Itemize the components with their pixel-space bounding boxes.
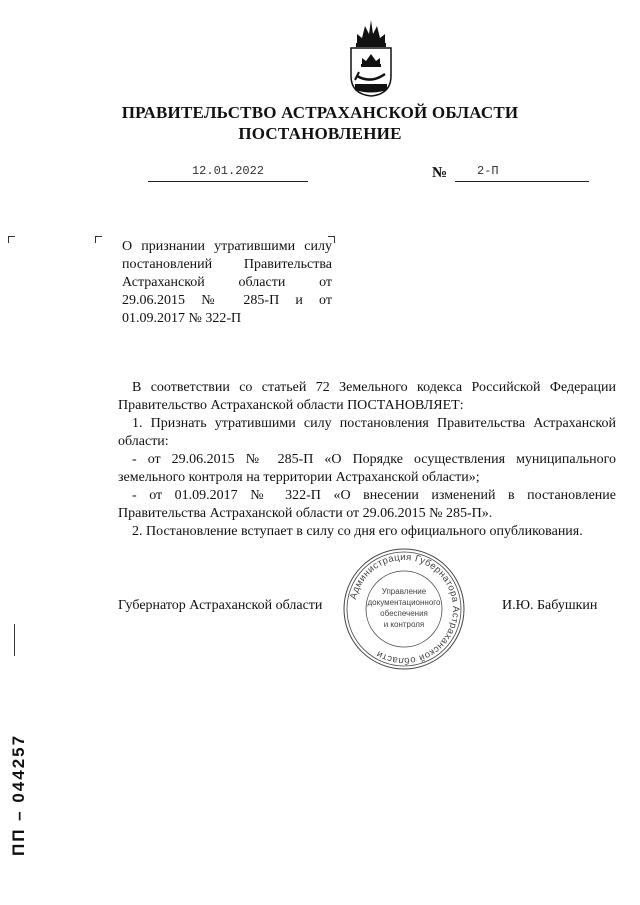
clause-1: 1. Признать утратившими силу постановления Правительства Астраханской области: [118,416,616,449]
date-field [148,164,308,182]
stamp-line: документационного [367,598,441,607]
preamble-paragraph: В соответствии со статьей 72 Земельного кодекса Российской Федерации Правительство Астраханской области ПОСТАНОВЛЯЕТ: [118,380,616,413]
form-serial-number [2,716,32,856]
stamp-line: Управление [381,587,427,596]
serial-number-text: ПП – 044257 [9,733,28,856]
official-stamp [342,547,466,671]
date-value: 12.01.2022 [191,164,264,178]
coat-of-arms-icon [347,14,395,98]
signatory-name: И.Ю. Бабушкин [502,598,598,613]
number-field [455,164,589,182]
number-label: № [432,165,448,181]
document-subject: О признании утратившими силу постановлений Правительства Астраханской области от 29.06.2015 № 285-П и от 01.09.2017 № 322-П [122,239,332,326]
signatory-title: Губернатор Астраханской области [118,598,323,613]
margin-mark [14,624,15,656]
clause-1-item-b: - от 01.09.2017 № 322-П «О внесении изменений в постановление Правительства Астраханской области от 29.06.2015 № 285-П». [118,488,616,521]
clause-1-item-a: - от 29.06.2015 № 285-П «О Порядке осуществления муниципального земельного контроля на территории Астраханской области»; [118,452,616,485]
stamp-line: обеспечения [380,609,428,618]
document-type: ПОСТАНОВЛЕНИЕ [238,124,402,143]
stamp-line: и контроля [383,620,425,629]
corner-mark [8,236,15,243]
stamp-ring-text: Администрация Губернатора Астраханской области [348,551,462,667]
government-title: ПРАВИТЕЛЬСТВО АСТРАХАНСКОЙ ОБЛАСТИ [121,103,519,122]
clause-2: 2. Постановление вступает в силу со дня его официального опубликования. [132,524,583,539]
document-body [118,379,616,541]
number-value: 2-П [477,164,499,178]
corner-mark [95,236,102,243]
